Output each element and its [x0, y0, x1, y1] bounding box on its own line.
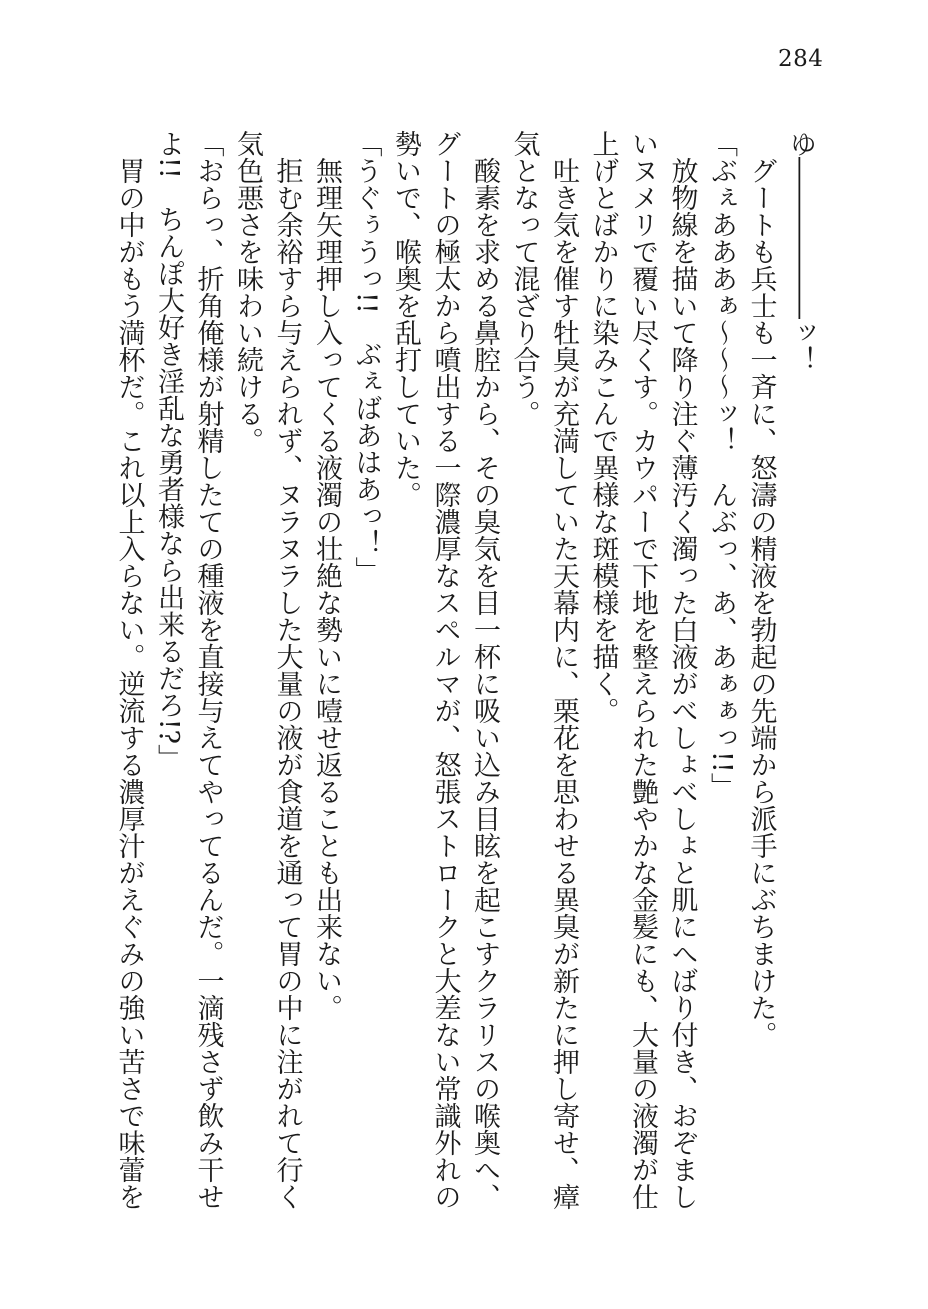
page-number: 284 [778, 46, 824, 72]
vertical-text-block [113, 130, 820, 1230]
text-line: 拒む余裕すら与えられず、ヌラヌラした大量の液が食道を通って胃の中に注がれて行く [271, 130, 303, 1210]
text-line: 気色悪さを味わい続ける。 [232, 130, 263, 454]
text-line: 「ぶぇあああぁ～～～ッ！ んぶっ、あ、あぁぁっ!!」 [706, 130, 737, 800]
text-line: 胃の中がもう満杯だ。これ以上入らない。逆流する濃厚汁がえぐみの強い苦さで味蕾を [113, 130, 145, 1210]
text-line: 放物線を描いて降り注ぐ薄汚く濁った白液がべしょべしょと肌にへばり付き、おぞまし [666, 130, 698, 1210]
text-line: 勢いで、喉奥を乱打していた。 [390, 130, 421, 508]
text-line: いヌメリで覆い尽くす。カウパーで下地を整えられた艶やかな金髪にも、大量の液濁が仕 [627, 130, 658, 1210]
text-line: 「おらっ、折角俺様が射精したての種液を直接与えてやってるんだ。一滴残さず飲み干せ [192, 130, 224, 1210]
text-line: 酸素を求める鼻腔から、その臭気を目一杯に吸い込み目眩を起こすクラリスの喉奥へ、 [469, 130, 500, 1210]
text-line: ゆ――――――ッ！ [785, 130, 816, 373]
text-line: 上げとばかりに染みこんで異様な斑模様を描く。 [587, 130, 619, 724]
text-line: グートも兵士も一斉に、怒濤の精液を勃起の先端から派手にぶちまけた。 [745, 130, 777, 1048]
text-line: 気となって混ざり合う。 [508, 130, 540, 427]
text-line: グートの極太から噴出する一際濃厚なスペルマが、怒張ストロークと大差ない常識外れの [429, 130, 461, 1210]
text-line: 吐き気を催す牡臭が充満していた天幕内に、栗花を思わせる異臭が新たに押し寄せ、瘴 [548, 130, 579, 1210]
text-line: 「うぐぅうっ!! ぶぇばあはあっ！」 [350, 130, 382, 584]
text-line: 無理矢理押し入ってくる液濁の壮絶な勢いに噎せ返ることも出来ない。 [311, 130, 342, 1021]
text-line: よ!! ちんぽ大好き淫乱な勇者様なら出来るだろ!?」 [153, 130, 184, 772]
